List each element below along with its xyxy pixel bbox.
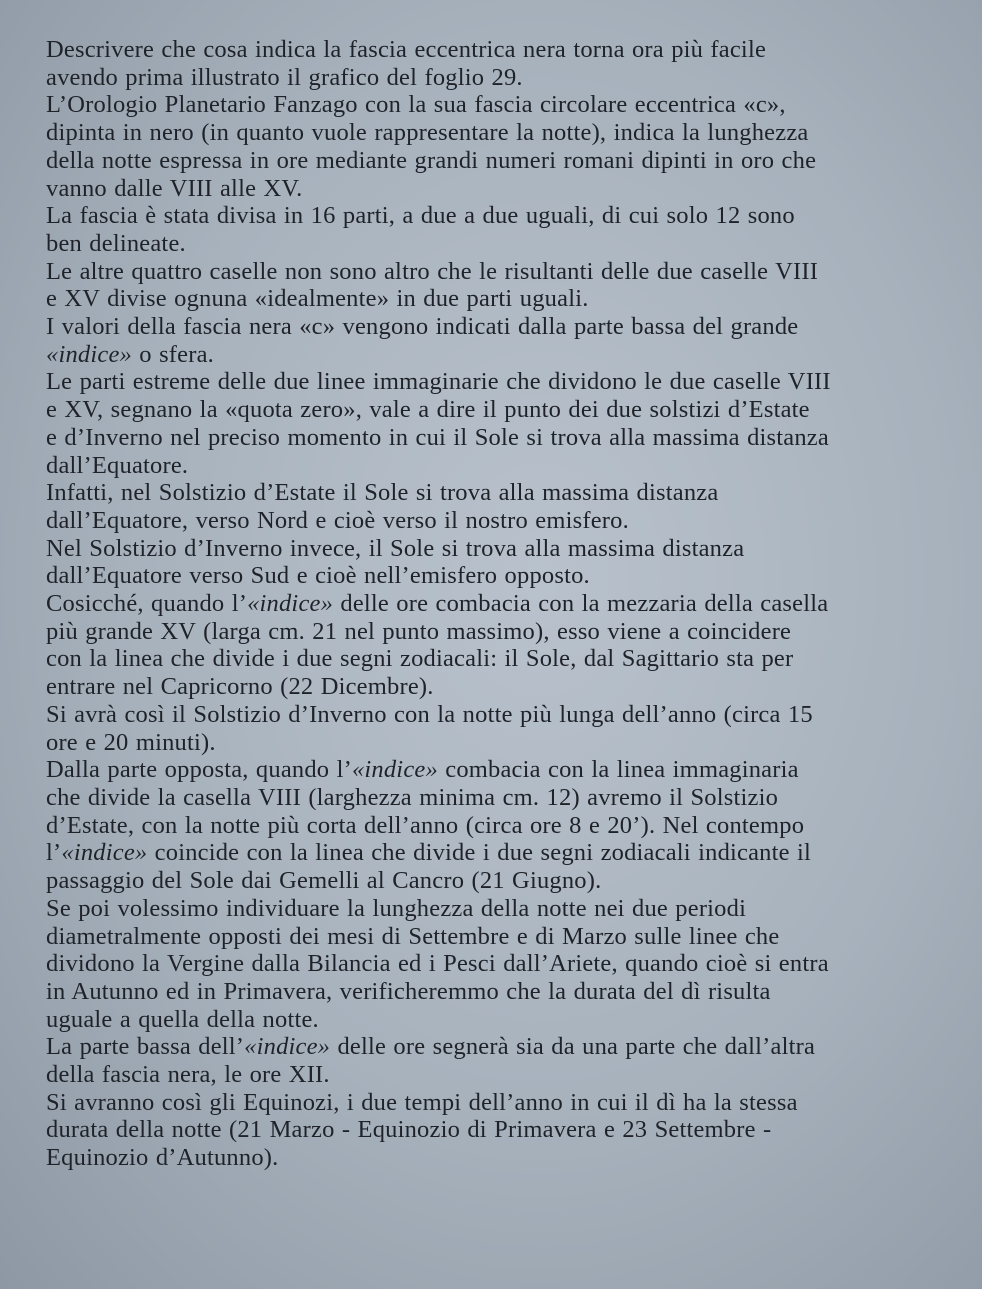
text-line <box>46 701 942 729</box>
text-segment: Cosicché, quando l’ <box>46 590 248 618</box>
text-segment: dall’Equatore. <box>46 451 189 479</box>
text-segment: con la linea che divide i due segni zodiacali: il Sole, dal Sagittario sta per <box>46 645 794 673</box>
paragraph <box>46 1033 942 1088</box>
text-line <box>46 36 942 64</box>
text-segment: dall’Equatore, verso Nord e cioè verso il nostro emisfero. <box>46 506 629 534</box>
text-segment: d’Estate, con la notte più corta dell’anno (circa ore 8 e 20’). Nel contempo <box>46 811 805 839</box>
text-segment: vanno dalle VIII alle XV. <box>46 174 303 202</box>
paragraph <box>46 756 942 895</box>
text-segment: entrare nel Capricorno (22 Dicembre). <box>46 673 434 701</box>
text-line <box>46 119 942 147</box>
text-segment: della fascia nera, le ore XII. <box>46 1061 330 1089</box>
body-text <box>46 36 942 1172</box>
text-line <box>46 729 942 757</box>
text-line <box>46 867 942 895</box>
text-segment: Infatti, nel Solstizio d’Estate il Sole si trova alla massima distanza <box>46 479 719 507</box>
text-line <box>46 341 942 369</box>
paragraph <box>46 895 942 1034</box>
text-segment: Le altre quattro caselle non sono altro che le risultanti delle due caselle VIII <box>46 257 819 285</box>
text-line <box>46 562 942 590</box>
text-line <box>46 812 942 840</box>
paragraph <box>46 368 942 479</box>
text-line <box>46 673 942 701</box>
text-line <box>46 1089 942 1117</box>
text-segment: e d’Inverno nel preciso momento in cui il Sole si trova alla massima distanza <box>46 423 829 451</box>
text-segment: diametralmente opposti dei mesi di Settembre e di Marzo sulle linee che <box>46 922 780 950</box>
text-line <box>46 978 942 1006</box>
text-segment: ben delineate. <box>46 229 186 257</box>
text-line <box>46 645 942 673</box>
text-segment: Si avranno così gli Equinozi, i due tempi dell’anno in cui il dì ha la stessa <box>46 1088 798 1116</box>
paragraph <box>46 258 942 313</box>
italic-term: «indice» <box>61 839 148 867</box>
text-line <box>46 756 942 784</box>
text-segment: che divide la casella VIII (larghezza minima cm. 12) avremo il Solstizio <box>46 783 779 811</box>
text-segment: Le parti estreme delle due linee immaginarie che dividono le due caselle VIII <box>46 368 831 396</box>
text-line <box>46 64 942 92</box>
text-segment: uguale a quella della notte. <box>46 1005 319 1033</box>
text-segment: ore e 20 minuti). <box>46 728 216 756</box>
text-line <box>46 1116 942 1144</box>
italic-term: «indice» <box>244 1033 331 1061</box>
paragraph <box>46 36 942 91</box>
text-segment: dipinta in nero (in quanto vuole rappresentare la notte), indica la lunghezza <box>46 119 809 147</box>
text-segment: o sfera. <box>131 340 214 368</box>
text-segment: avendo prima illustrato il grafico del foglio 29. <box>46 63 523 91</box>
text-line <box>46 147 942 175</box>
text-line <box>46 1006 942 1034</box>
text-segment: e XV, segnano la «quota zero», vale a dire il punto dei due solstizi d’Estate <box>46 396 810 424</box>
text-segment: delle ore segnerà sia da una parte che dall’altra <box>330 1033 816 1061</box>
text-segment: combacia con la linea immaginaria <box>437 756 799 784</box>
text-line <box>46 452 942 480</box>
paragraph <box>46 535 942 590</box>
text-line <box>46 950 942 978</box>
paragraph <box>46 91 942 202</box>
text-line <box>46 1061 942 1089</box>
paragraph <box>46 202 942 257</box>
text-line <box>46 313 942 341</box>
text-segment: della notte espressa in ore mediante grandi numeri romani dipinti in oro che <box>46 146 817 174</box>
text-segment: passaggio del Sole dai Gemelli al Cancro (21 Giugno). <box>46 867 602 895</box>
text-line <box>46 590 942 618</box>
text-line <box>46 258 942 286</box>
text-line <box>46 535 942 563</box>
text-segment: L’Orologio Planetario Fanzago con la sua fascia circolare eccentrica «c», <box>46 91 786 119</box>
text-line <box>46 839 942 867</box>
text-segment: La fascia è stata divisa in 16 parti, a due a due uguali, di cui solo 12 sono <box>46 202 795 230</box>
text-segment: La parte bassa dell’ <box>46 1033 245 1061</box>
text-segment: più grande XV (larga cm. 21 nel punto massimo), esso viene a coincidere <box>46 617 792 645</box>
paragraph <box>46 701 942 756</box>
text-segment: coincide con la linea che divide i due segni zodiacali indicante il <box>147 839 812 867</box>
text-line <box>46 479 942 507</box>
text-line <box>46 923 942 951</box>
text-segment: Dalla parte opposta, quando l’ <box>46 756 352 784</box>
text-line <box>46 784 942 812</box>
text-segment: dividono la Vergine dalla Bilancia ed i Pesci dall’Ariete, quando cioè si entra <box>46 950 829 978</box>
text-segment: Nel Solstizio d’Inverno invece, il Sole si trova alla massima distanza <box>46 534 745 562</box>
paragraph <box>46 313 942 368</box>
text-line <box>46 175 942 203</box>
paragraph <box>46 479 942 534</box>
italic-term: «indice» <box>351 756 438 784</box>
text-segment: I valori della fascia nera «c» vengono indicati dalla parte bassa del grande <box>46 313 799 341</box>
text-line <box>46 285 942 313</box>
text-line <box>46 895 942 923</box>
text-segment: Se poi volessimo individuare la lunghezza della notte nei due periodi <box>46 894 747 922</box>
text-line <box>46 202 942 230</box>
text-line <box>46 507 942 535</box>
text-segment: in Autunno ed in Primavera, verificheremmo che la durata del dì risulta <box>46 977 771 1005</box>
text-segment: l’ <box>46 839 62 867</box>
italic-term: «indice» <box>247 590 334 618</box>
text-segment: durata della notte (21 Marzo - Equinozio di Primavera e 23 Settembre - <box>46 1116 772 1144</box>
text-segment: Equinozio d’Autunno). <box>46 1144 279 1172</box>
text-line <box>46 1144 942 1172</box>
text-segment: Descrivere che cosa indica la fascia eccentrica nera torna ora più facile <box>46 36 767 63</box>
text-line <box>46 368 942 396</box>
text-segment: e XV divise ognuna «idealmente» in due parti uguali. <box>46 285 589 313</box>
text-line <box>46 230 942 258</box>
paragraph <box>46 590 942 701</box>
text-segment: Si avrà così il Solstizio d’Inverno con la notte più lunga dell’anno (circa 15 <box>46 700 813 728</box>
text-line <box>46 1033 942 1061</box>
text-line <box>46 396 942 424</box>
paragraph <box>46 1089 942 1172</box>
text-line <box>46 424 942 452</box>
italic-term: «indice» <box>46 340 132 368</box>
text-segment: dall’Equatore verso Sud e cioè nell’emisfero opposto. <box>46 562 590 590</box>
text-line <box>46 618 942 646</box>
text-segment: delle ore combacia con la mezzaria della casella <box>333 590 829 618</box>
text-line <box>46 91 942 119</box>
